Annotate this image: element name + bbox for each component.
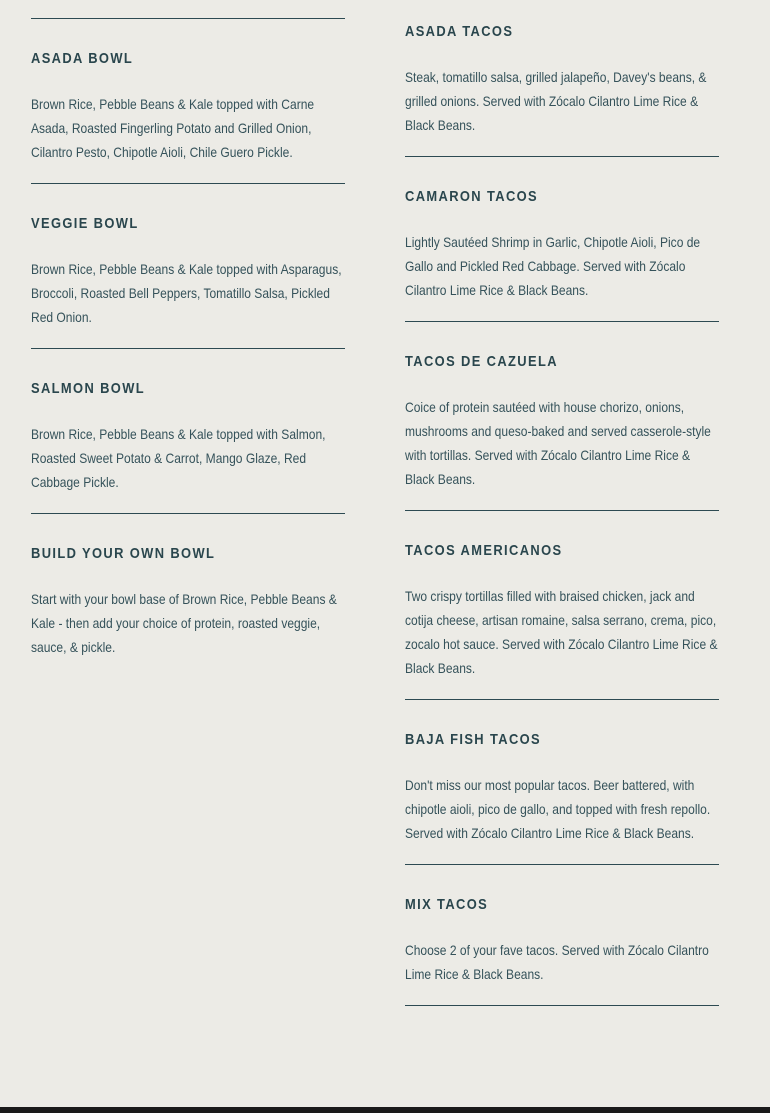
menu-item xyxy=(405,157,719,322)
menu-item-title: ASADA TACOS xyxy=(405,23,514,40)
menu-item-description: Brown Rice, Pebble Beans & Kale topped with Asparagus, Broccoli, Roasted Bell Peppers, Tomatillo Salsa, Pickled Red Onion. xyxy=(31,261,342,325)
menu-item xyxy=(31,349,345,514)
footer-bar xyxy=(0,1107,770,1113)
menu-item-title: TACOS DE CAZUELA xyxy=(405,353,558,370)
menu-item-description: Brown Rice, Pebble Beans & Kale topped with Carne Asada, Roasted Fingerling Potato and Grilled Onion, Cilantro Pesto, Chipotle Aioli, Chile Guero Pickle. xyxy=(31,96,315,160)
menu-item-title: BAJA FISH TACOS xyxy=(405,731,542,748)
menu-item xyxy=(31,184,345,349)
menu-item-description: Choose 2 of your fave tacos. Served with Zócalo Cilantro Lime Rice & Black Beans. xyxy=(405,942,709,982)
menu-item-description: Two crispy tortillas filled with braised chicken, jack and cotija cheese, artisan romaine, salsa serrano, crema, pico, zocalo hot sauce. Served with Zócalo Cilantro Lime Rice & Black Beans. xyxy=(405,588,718,676)
menu-item-description: Steak, tomatillo salsa, grilled jalapeño, Davey's beans, & grilled onions. Served with Zócalo Cilantro Lime Rice & Black Beans. xyxy=(405,69,707,133)
menu-item-title: ASADA BOWL xyxy=(31,50,134,67)
menu-column-bowls xyxy=(31,0,345,678)
menu-item xyxy=(405,865,719,1006)
menu-item-description: Lightly Sautéed Shrimp in Garlic, Chipotle Aioli, Pico de Gallo and Pickled Red Cabbage. Served with Zócalo Cilantro Lime Rice & Black Beans. xyxy=(405,234,701,298)
menu-item-title: CAMARON TACOS xyxy=(405,188,539,205)
menu-item xyxy=(405,511,719,700)
menu-item-title: SALMON BOWL xyxy=(31,380,146,397)
menu-item-description: Brown Rice, Pebble Beans & Kale topped with Salmon, Roasted Sweet Potato & Carrot, Mango Glaze, Red Cabbage Pickle. xyxy=(31,426,326,490)
menu-item-title: VEGGIE BOWL xyxy=(31,215,139,232)
menu-item-description: Don't miss our most popular tacos. Beer battered, with chipotle aioli, pico de gallo, and topped with fresh repollo. Served with Zócalo Cilantro Lime Rice & Black Beans. xyxy=(405,777,711,841)
menu-item xyxy=(405,700,719,865)
menu-item xyxy=(405,0,719,157)
menu-item-description: Start with your bowl base of Brown Rice, Pebble Beans & Kale - then add your choice of protein, roasted veggie, sauce, & pickle. xyxy=(31,591,337,655)
menu-item-title: MIX TACOS xyxy=(405,896,489,913)
menu-item xyxy=(405,322,719,511)
menu-column-tacos xyxy=(405,0,719,1006)
menu-item-description: Coice of protein sautéed with house chorizo, onions, mushrooms and queso-baked and served casserole-style with tortillas. Served with Zócalo Cilantro Lime Rice & Black Beans. xyxy=(405,399,711,487)
menu-item xyxy=(31,19,345,184)
menu-item xyxy=(31,514,345,678)
menu-item-title: BUILD YOUR OWN BOWL xyxy=(31,545,216,562)
menu-item-title: TACOS AMERICANOS xyxy=(405,542,563,559)
